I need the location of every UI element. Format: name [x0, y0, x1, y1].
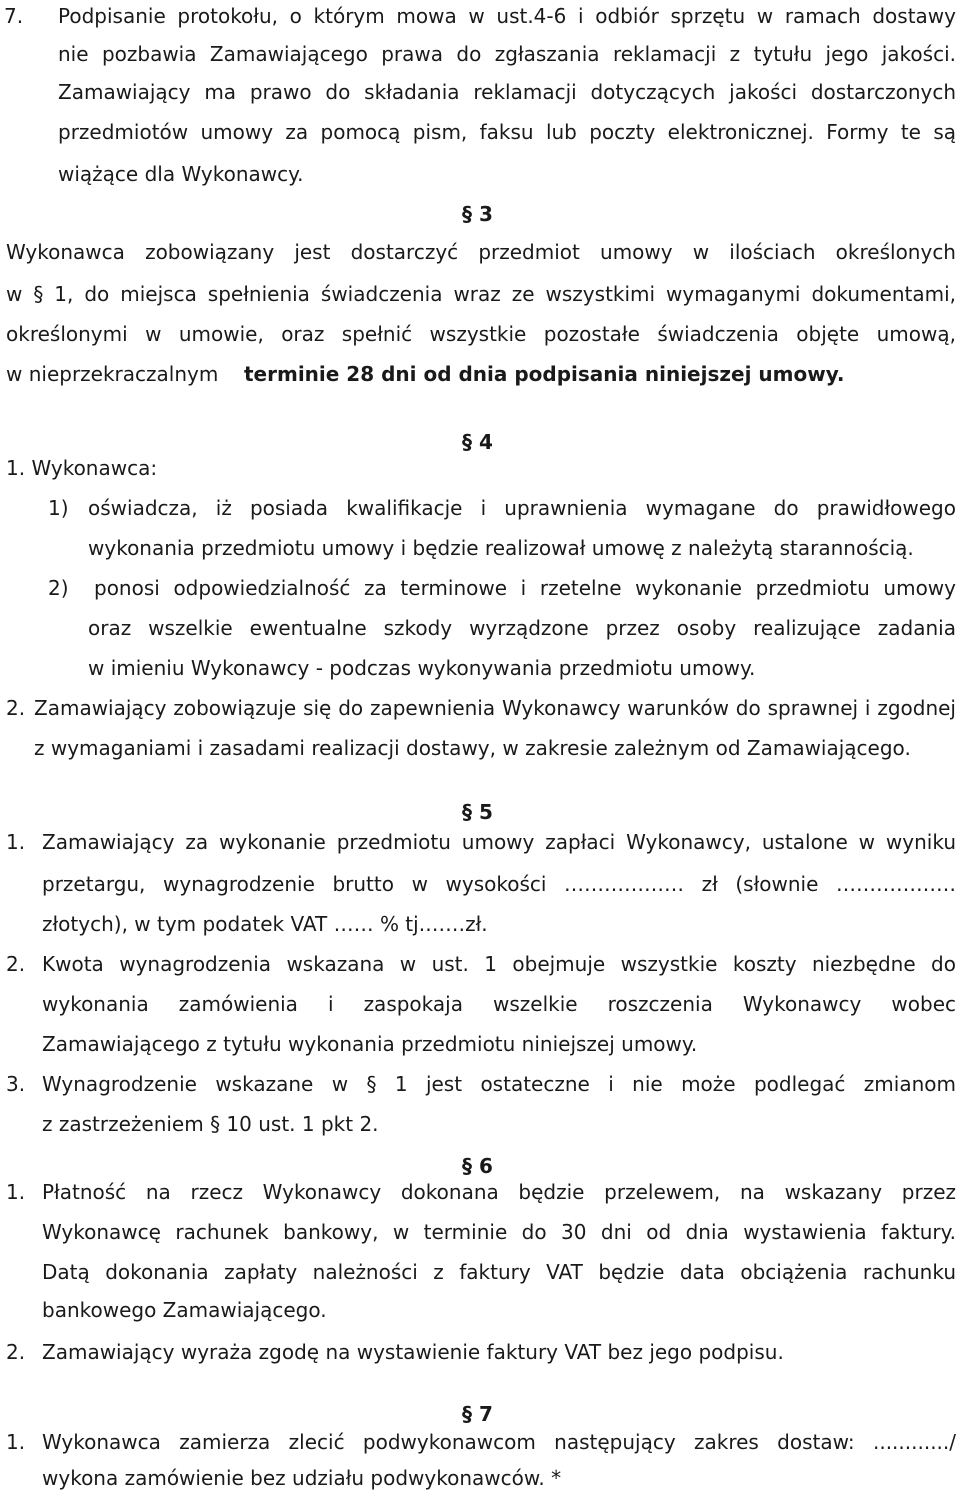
text-line: Podpisanie protokołu, o którym mowa w ust.4-6 i odbiór sprzętu w ramach dostawy	[58, 4, 956, 28]
item-number: 2.	[6, 1340, 26, 1364]
text-line: Kwota wynagrodzenia wskazana w ust. 1 obejmuje wszystkie koszty niezbędne do	[42, 952, 956, 976]
text-line: Wykonawcę rachunek bankowy, w terminie do 30 dni od dnia wystawienia faktury.	[42, 1220, 956, 1244]
section-heading: § 5	[462, 800, 493, 824]
item-number: 1.	[6, 830, 26, 854]
text-line: Wykonawca zobowiązany jest dostarczyć przedmiot umowy w ilościach określonych	[6, 240, 956, 264]
item-number: 7.	[4, 4, 24, 28]
item-number: 1.	[6, 1180, 26, 1204]
text-line: z zastrzeżeniem § 10 ust. 1 pkt 2.	[42, 1112, 379, 1136]
item-number: 2.	[6, 696, 26, 720]
section-heading: § 4	[462, 430, 493, 454]
text-line: przedmiotów umowy za pomocą pism, faksu lub poczty elektronicznej. Formy te są	[58, 120, 956, 144]
text-line: wykonania przedmiotu umowy i będzie realizował umowę z należytą starannością.	[88, 536, 914, 560]
item-number: 1)	[48, 496, 69, 520]
text-line: wykonania zamówienia i zaspokaja wszelkie roszczenia Wykonawcy wobec	[42, 992, 956, 1016]
text-line: określonymi w umowie, oraz spełnić wszystkie pozostałe świadczenia objęte umową,	[6, 322, 956, 346]
item-number: 1.	[6, 1430, 26, 1454]
text-line: 1. Wykonawca:	[6, 456, 158, 480]
text-line: nie pozbawia Zamawiającego prawa do zgłaszania reklamacji z tytułu jego jakości.	[58, 42, 956, 66]
text-line: bankowego Zamawiającego.	[42, 1298, 327, 1322]
text-line: oraz wszelkie ewentualne szkody wyrządzone przez osoby realizujące zadania	[88, 616, 956, 640]
section-heading: § 7	[462, 1402, 493, 1426]
section-heading: § 6	[462, 1154, 493, 1178]
text-line: Wykonawca zamierza zlecić podwykonawcom następujący zakres dostaw: ............/	[42, 1430, 956, 1454]
text-line: Zamawiający ma prawo do składania reklamacji dotyczących jakości dostarczonych	[58, 80, 956, 104]
text-line: w imieniu Wykonawcy - podczas wykonywania przedmiotu umowy.	[88, 656, 756, 680]
item-number: 2)	[48, 576, 69, 600]
item-number: 2.	[6, 952, 26, 976]
text-line: z wymaganiami i zasadami realizacji dostawy, w zakresie zależnym od Zamawiającego.	[34, 736, 911, 760]
text-line: wiążące dla Wykonawcy.	[58, 162, 304, 186]
text-line: ponosi odpowiedzialność za terminowe i rzetelne wykonanie przedmiotu umowy	[94, 576, 956, 600]
text-line: Datą dokonania zapłaty należności z faktury VAT będzie data obciążenia rachunku	[42, 1260, 956, 1284]
text-line: w § 1, do miejsca spełnienia świadczenia wraz ze wszystkimi wymaganymi dokumentami,	[6, 282, 956, 306]
text-line: Wynagrodzenie wskazane w § 1 jest ostateczne i nie może podlegać zmianom	[42, 1072, 956, 1096]
text-line: złotych), w tym podatek VAT …… % tj.……zł.	[42, 912, 488, 936]
text-line: Płatność na rzecz Wykonawcy dokonana będzie przelewem, na wskazany przez	[42, 1180, 956, 1204]
text-line: wykona zamówienie bez udziału podwykonawców. *	[42, 1466, 562, 1490]
section-heading: § 3	[462, 202, 493, 226]
text-line: Zamawiający wyraża zgodę na wystawienie faktury VAT bez jego podpisu.	[42, 1340, 784, 1364]
text-line-bold: terminie 28 dni od dnia podpisania niniejszej umowy.	[244, 362, 845, 386]
text-line: przetargu, wynagrodzenie brutto w wysokości ……………… zł (słownie ………………	[42, 872, 956, 896]
text-line: w nieprzekraczalnym	[6, 362, 219, 386]
text-line: Zamawiającego z tytułu wykonania przedmiotu niniejszej umowy.	[42, 1032, 698, 1056]
text-line: Zamawiający zobowiązuje się do zapewnienia Wykonawcy warunków do sprawnej i zgodnej	[34, 696, 956, 720]
item-number: 3.	[6, 1072, 26, 1096]
text-line: oświadcza, iż posiada kwalifikacje i uprawnienia wymagane do prawidłowego	[88, 496, 956, 520]
text-line: Zamawiający za wykonanie przedmiotu umowy zapłaci Wykonawcy, ustalone w wyniku	[42, 830, 956, 854]
